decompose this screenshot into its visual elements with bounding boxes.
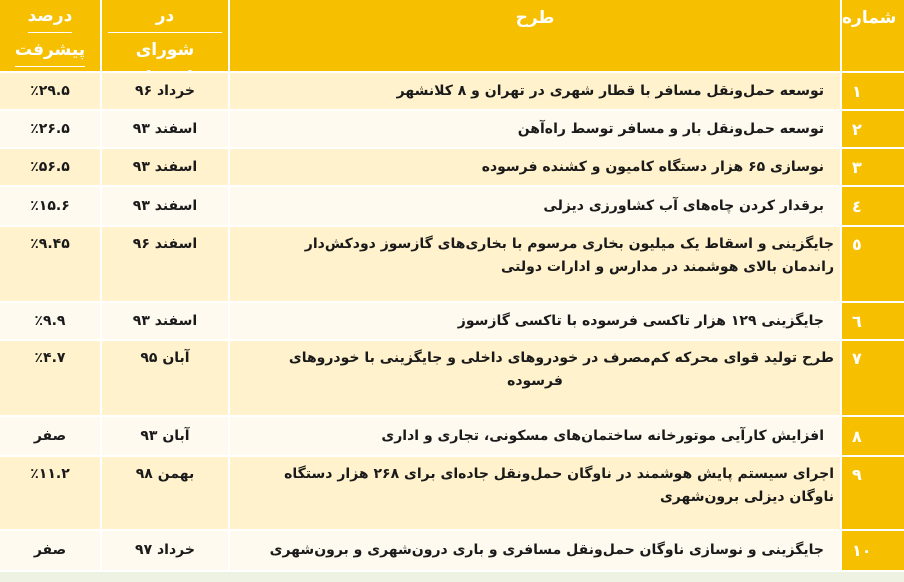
row-number: ٦: [842, 303, 904, 339]
table-row: [0, 73, 904, 111]
header-plan-label: طرح: [515, 8, 555, 28]
table-row: [0, 341, 904, 417]
plan-cell: نوسازی ۶۵ هزار دستگاه کامیون و کشنده فرسوده: [230, 149, 842, 185]
row-number: ۸: [842, 417, 904, 455]
header-progress: [0, 0, 102, 71]
table-row: [0, 531, 904, 572]
plan-cell: [230, 227, 842, 301]
plan-cell: افزایش کارآیی موتورخانه ساختمان‌های مسکونی، تجاری و اداری: [230, 417, 842, 455]
table-row: [0, 149, 904, 187]
plan-cell: [230, 457, 842, 529]
row-number: ۱۰: [842, 531, 904, 570]
progress-cell: صفر: [0, 531, 102, 570]
header-progress-line2: پیشرفت: [15, 36, 85, 67]
header-date-line1: در: [108, 0, 222, 33]
date-cell: آبان ۹۵: [102, 341, 230, 415]
header-plan: [230, 0, 842, 71]
table-row: [0, 457, 904, 531]
footer-band: [0, 572, 904, 582]
plan-cell: توسعه حمل‌ونقل بار و مسافر توسط راه‌آهن: [230, 111, 842, 147]
table-row: [0, 111, 904, 149]
table-header: [0, 0, 904, 73]
progress-cell: ٪۱۵.۶: [0, 187, 102, 225]
date-cell: خرداد ۹۷: [102, 531, 230, 570]
progress-cell: ٪۹.۴۵: [0, 227, 102, 301]
row-number: ٤: [842, 187, 904, 225]
plan-line-1: جایگزینی و اسقاط یک میلیون بخاری مرسوم با بخاری‌های گازسوز دودکش‌دار: [304, 236, 834, 252]
date-cell: اسفند ۹۳: [102, 149, 230, 185]
plan-line-2: ناوگان دیزلی برون‌شهری: [659, 489, 834, 505]
date-cell: آبان ۹۳: [102, 417, 230, 455]
header-date: [102, 0, 230, 71]
row-number: ٥: [842, 227, 904, 301]
row-number: ۱: [842, 73, 904, 109]
progress-cell: ٪۲۶.۵: [0, 111, 102, 147]
header-number: [842, 0, 904, 71]
progress-cell: ٪۵۶.۵: [0, 149, 102, 185]
plan-line-1: طرح تولید قوای محرکه کم‌مصرف در خودروهای داخلی و جایگزینی با خودروهای: [288, 350, 834, 366]
date-cell: بهمن ۹۸: [102, 457, 230, 529]
row-number: ۷: [842, 341, 904, 415]
plan-cell: توسعه حمل‌ونقل مسافر با قطار شهری در تهران و ۸ کلانشهر: [230, 73, 842, 109]
row-number: ۲: [842, 111, 904, 147]
date-cell: اسفند ۹۳: [102, 111, 230, 147]
date-cell: اسفند ۹۶: [102, 227, 230, 301]
plan-cell: جایگزینی ۱۲۹ هزار تاکسی فرسوده با تاکسی گازسوز: [230, 303, 842, 339]
header-progress-line1: درصد: [28, 2, 73, 33]
header-date-line2: شورای: [108, 36, 222, 95]
table-row: [0, 227, 904, 303]
plan-cell: [230, 341, 842, 415]
progress-cell: ٪۴.۷: [0, 341, 102, 415]
plan-cell: برقدار کردن چاه‌های آب کشاورزی دیزلی: [230, 187, 842, 225]
row-number: ۹: [842, 457, 904, 529]
table-row: [0, 303, 904, 341]
date-cell: اسفند ۹۳: [102, 303, 230, 339]
progress-cell: ٪۱۱.۲: [0, 457, 102, 529]
plan-line-2: فرسوده: [507, 373, 563, 389]
plan-cell: جایگزینی و نوسازی ناوگان حمل‌ونقل مسافری و باری درون‌شهری و برون‌شهری: [230, 531, 842, 570]
progress-cell: صفر: [0, 417, 102, 455]
table-row: [0, 187, 904, 227]
plan-line-1: اجرای سیستم پایش هوشمند در ناوگان حمل‌ونقل جاده‌ای برای ۲۶۸ هزار دستگاه: [284, 466, 834, 482]
plan-line-2: راندمان بالای هوشمند در مدارس و ادارات دولتی: [500, 259, 834, 275]
header-number-label: شماره: [842, 8, 897, 28]
row-number: ۳: [842, 149, 904, 185]
progress-cell: ٪۹.۹: [0, 303, 102, 339]
progress-cell: ٪۲۹.۵: [0, 73, 102, 109]
table-row: [0, 417, 904, 457]
date-cell: اسفند ۹۳: [102, 187, 230, 225]
date-cell: خرداد ۹۶: [102, 73, 230, 109]
